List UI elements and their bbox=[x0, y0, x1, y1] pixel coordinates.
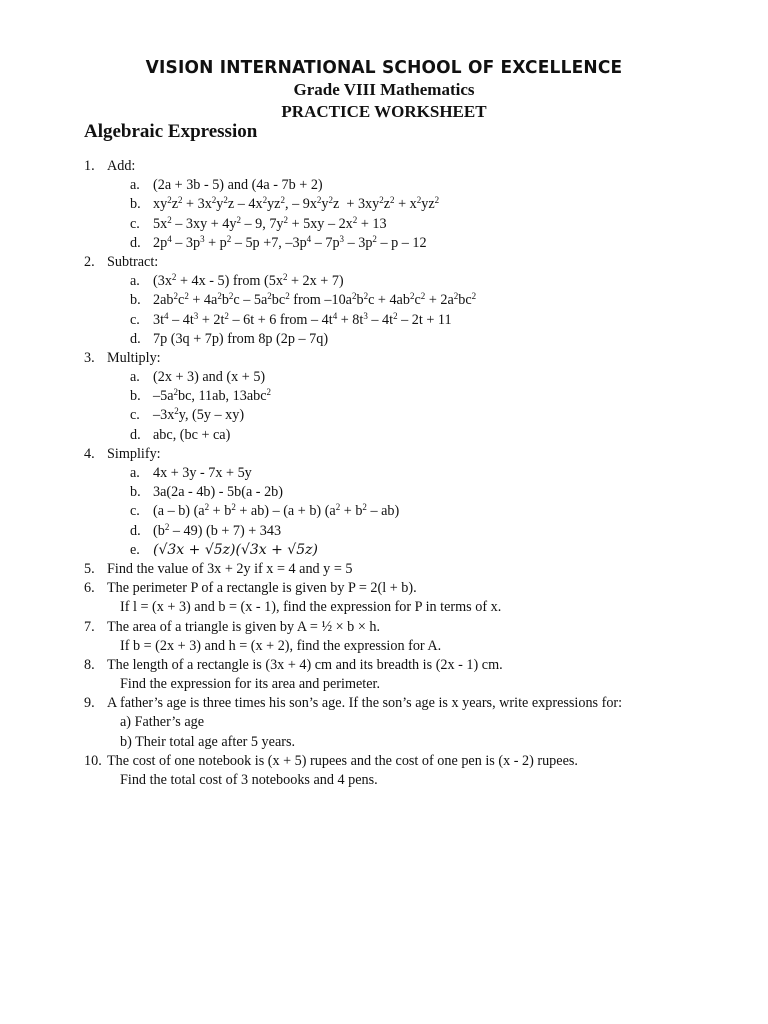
sub-question-expression: $3t^4 - 4t^3 + 2t^2 - 6t + 6$ from – $4t^4 + 8t^3 - 4t^2 - 2t + 11$ bbox=[153, 310, 452, 328]
question-number: 8. bbox=[84, 656, 95, 673]
sub-question bbox=[0, 291, 768, 310]
sub-question-expression: (2a + 3b - 5) and (4a - 7b + 2) bbox=[153, 177, 323, 194]
continuation-text: b) Their total age after 5 years. bbox=[120, 733, 296, 750]
sub-question-expression: (a – b) $(a^2 + b^2 + ab) - (a + b) (a^2 + b^2 - ab)$ bbox=[153, 502, 400, 520]
continuation-text: If b = (2x + 3) and h = (x + 2), find the expression for A. bbox=[120, 637, 442, 654]
sub-question-letter: b. bbox=[130, 484, 141, 501]
sub-question bbox=[0, 330, 768, 349]
sub-question-letter: b. bbox=[130, 388, 141, 405]
continuation-text: Find the expression for its area and perimeter. bbox=[120, 676, 381, 693]
sub-question-letter: b. bbox=[130, 292, 141, 309]
sub-question-letter: c. bbox=[130, 407, 140, 424]
sub-question bbox=[0, 234, 768, 253]
grade-subject: Grade VIII Mathematics bbox=[293, 80, 475, 99]
question-text: Simplify: bbox=[107, 445, 161, 462]
continuation-text: a) Father’s age bbox=[120, 714, 205, 731]
question-text: A father’s age is three times his son’s age. If the son’s age is x years, write expressions for: bbox=[107, 695, 623, 712]
question-item bbox=[0, 656, 768, 675]
school-name: VISION INTERNATIONAL SCHOOL OF EXCELLENCE bbox=[145, 57, 623, 79]
question-item bbox=[0, 445, 768, 464]
question-text: Find the value of 3x + 2y if x = 4 and y = 5 bbox=[107, 560, 353, 577]
sub-question bbox=[0, 176, 768, 195]
sub-question-letter: a. bbox=[130, 177, 140, 194]
sub-question-expression: $xy^2z^2 + 3x^2y^2z - 4x^2yz^2$, – $9x^2y^2z + 3xy^2z^2 + x^2yz^2$ bbox=[153, 195, 440, 213]
sub-question bbox=[0, 272, 768, 291]
question-number: 7. bbox=[84, 618, 95, 635]
question-item bbox=[0, 157, 768, 176]
question-number: 3. bbox=[84, 349, 95, 366]
sub-question-expression: 3a(2a - 4b) - 5b(a - 2b) bbox=[153, 484, 283, 501]
sub-question bbox=[0, 406, 768, 425]
question-item bbox=[0, 618, 768, 637]
sub-question-letter: d. bbox=[130, 234, 141, 251]
section-heading: Algebraic Expression bbox=[84, 121, 258, 142]
sub-question bbox=[0, 483, 768, 502]
question-number: 1. bbox=[84, 158, 95, 174]
question-text: The length of a rectangle is (3x + 4) cm and its breadth is (2x - 1) cm. bbox=[107, 656, 503, 673]
question-item bbox=[0, 579, 768, 598]
question-number: 4. bbox=[84, 445, 95, 462]
sub-question-expression: $(3x^2 + 4x - 5)$ from $(5x^2 + 2x + 7)$ bbox=[153, 272, 344, 290]
question-number: 2. bbox=[84, 253, 95, 270]
sub-question-letter: d. bbox=[130, 426, 141, 443]
sub-question bbox=[0, 541, 768, 560]
question-continuation bbox=[0, 675, 768, 694]
question-item bbox=[0, 752, 768, 771]
question-text: The cost of one notebook is (x + 5) rupees and the cost of one pen is (x - 2) rupees. bbox=[107, 752, 578, 769]
sub-question bbox=[0, 464, 768, 483]
question-continuation bbox=[0, 713, 768, 732]
continuation-text: Find the total cost of 3 notebooks and 4 pens. bbox=[120, 772, 378, 788]
sub-question-expression: 7p (3q + 7p) from 8p (2p – 7q) bbox=[153, 330, 329, 347]
continuation-text: If l = (x + 3) and b = (x - 1), find the expression for P in terms of x. bbox=[120, 599, 502, 616]
question-text: Subtract: bbox=[107, 253, 159, 270]
sub-question-letter: c. bbox=[130, 311, 140, 328]
sub-question-expression: $2p^4 - 3p^3 + p^2 - 5p +7$, $-3p^4 - 7p^3 - 3p^2$ – p – 12 bbox=[153, 233, 427, 251]
worksheet-title: PRACTICE WORKSHEET bbox=[281, 102, 487, 121]
question-continuation bbox=[0, 771, 768, 790]
question-text: Add: bbox=[107, 158, 136, 174]
sub-question-letter: a. bbox=[130, 273, 140, 290]
question-item bbox=[0, 694, 768, 713]
question-continuation bbox=[0, 733, 768, 752]
question-continuation bbox=[0, 637, 768, 656]
question-text: The area of a triangle is given by A = ½ × b × h. bbox=[107, 618, 381, 635]
sub-question bbox=[0, 387, 768, 406]
sub-question bbox=[0, 195, 768, 214]
sub-question-expression: $-5a^2bc$, 11ab, 13abc$^2$ bbox=[153, 387, 272, 405]
sub-question-expression: $2ab^2c^2 + 4a^2b^2c - 5a^2bc^2$ from $-10a^2b^2c + 4ab^2c^2 + 2a^2bc^2$ bbox=[153, 291, 477, 309]
question-number: 5. bbox=[84, 560, 95, 577]
sub-question-letter: b. bbox=[130, 196, 141, 213]
question-text: Multiply: bbox=[107, 349, 161, 366]
question-number: 10. bbox=[84, 752, 102, 769]
question-number: 6. bbox=[84, 580, 95, 597]
sub-question bbox=[0, 426, 768, 445]
sub-question-letter: a. bbox=[130, 369, 140, 386]
question-item bbox=[0, 253, 768, 272]
sub-question-expression: $5x^2 - 3xy + 4y^2 - 9$, $7y^2 + 5xy - 2x^2 + 13$ bbox=[153, 214, 387, 232]
sub-question-letter: d. bbox=[130, 330, 141, 347]
question-text: The perimeter P of a rectangle is given by P = 2(l + b). bbox=[107, 580, 417, 597]
question-continuation bbox=[0, 598, 768, 617]
sub-question-expression: (√3x + √5z)(√3x + √5z) bbox=[153, 541, 318, 558]
sub-question-letter: c. bbox=[130, 215, 140, 232]
question-list bbox=[0, 157, 768, 790]
sub-question-letter: e. bbox=[130, 541, 140, 558]
sub-question-letter: a. bbox=[130, 465, 140, 481]
sub-question-expression: $-3x^2y$, (5y – xy) bbox=[153, 406, 245, 424]
sub-question-expression: abc, (bc + ca) bbox=[153, 426, 231, 443]
sub-question bbox=[0, 311, 768, 330]
sub-question-letter: c. bbox=[130, 503, 140, 520]
sub-question bbox=[0, 215, 768, 234]
sub-question-expression: $(b^2 - 49) (b + 7) + 343$ bbox=[153, 521, 282, 539]
question-item bbox=[0, 349, 768, 368]
sub-question bbox=[0, 368, 768, 387]
sub-question-expression: 4x + 3y - 7x + 5y bbox=[153, 465, 252, 481]
question-number: 9. bbox=[84, 695, 95, 712]
question-item bbox=[0, 560, 768, 579]
sub-question bbox=[0, 502, 768, 521]
sub-question-letter: d. bbox=[130, 522, 141, 539]
sub-question bbox=[0, 522, 768, 541]
sub-question-expression: (2x + 3) and (x + 5) bbox=[153, 369, 266, 386]
